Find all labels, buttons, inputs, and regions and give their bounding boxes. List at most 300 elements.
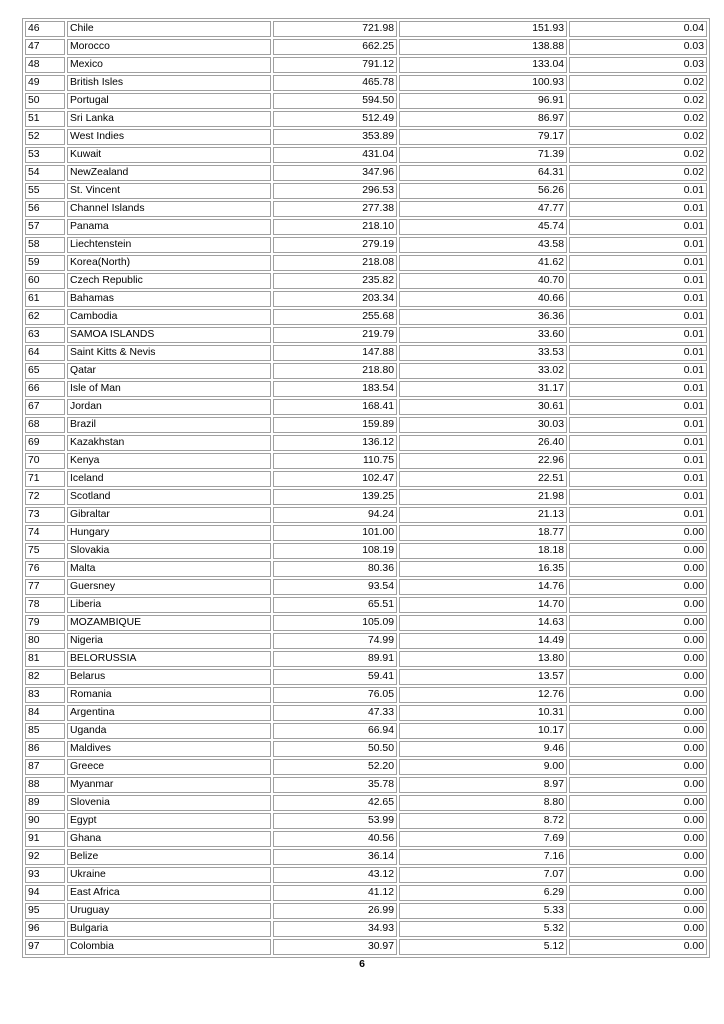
value-1-cell: 94.24: [273, 507, 397, 523]
value-3-cell: 0.01: [569, 435, 707, 451]
value-2-cell: 5.32: [399, 921, 567, 937]
rank-cell: 82: [25, 669, 65, 685]
value-3-cell: 0.00: [569, 903, 707, 919]
table-row: [25, 741, 707, 757]
value-2-cell: 7.07: [399, 867, 567, 883]
country-cell: Iceland: [67, 471, 271, 487]
country-cell: Slovenia: [67, 795, 271, 811]
rank-cell: 48: [25, 57, 65, 73]
value-1-cell: 431.04: [273, 147, 397, 163]
value-1-cell: 41.12: [273, 885, 397, 901]
value-3-cell: 0.01: [569, 309, 707, 325]
value-3-cell: 0.00: [569, 759, 707, 775]
rank-cell: 88: [25, 777, 65, 793]
table-row: [25, 201, 707, 217]
table-row: [25, 381, 707, 397]
rank-cell: 60: [25, 273, 65, 289]
table-row: [25, 129, 707, 145]
value-3-cell: 0.00: [569, 633, 707, 649]
value-3-cell: 0.01: [569, 507, 707, 523]
rank-cell: 66: [25, 381, 65, 397]
value-1-cell: 34.93: [273, 921, 397, 937]
value-2-cell: 9.00: [399, 759, 567, 775]
value-3-cell: 0.01: [569, 201, 707, 217]
table-row: [25, 39, 707, 55]
value-2-cell: 6.29: [399, 885, 567, 901]
value-2-cell: 41.62: [399, 255, 567, 271]
country-cell: Hungary: [67, 525, 271, 541]
country-cell: Colombia: [67, 939, 271, 955]
value-1-cell: 183.54: [273, 381, 397, 397]
table-row: [25, 885, 707, 901]
value-2-cell: 18.18: [399, 543, 567, 559]
table-row: [25, 237, 707, 253]
country-cell: Czech Republic: [67, 273, 271, 289]
value-3-cell: 0.01: [569, 489, 707, 505]
country-cell: SAMOA ISLANDS: [67, 327, 271, 343]
value-3-cell: 0.01: [569, 363, 707, 379]
country-cell: Nigeria: [67, 633, 271, 649]
table-row: [25, 903, 707, 919]
value-1-cell: 279.19: [273, 237, 397, 253]
table-row: [25, 921, 707, 937]
value-2-cell: 96.91: [399, 93, 567, 109]
value-1-cell: 80.36: [273, 561, 397, 577]
table-row: [25, 57, 707, 73]
value-1-cell: 218.80: [273, 363, 397, 379]
value-2-cell: 79.17: [399, 129, 567, 145]
country-cell: Uruguay: [67, 903, 271, 919]
value-2-cell: 64.31: [399, 165, 567, 181]
value-2-cell: 21.13: [399, 507, 567, 523]
table-row: [25, 291, 707, 307]
value-3-cell: 0.01: [569, 255, 707, 271]
value-1-cell: 203.34: [273, 291, 397, 307]
table-row: [25, 147, 707, 163]
value-2-cell: 30.61: [399, 399, 567, 415]
value-1-cell: 89.91: [273, 651, 397, 667]
rank-cell: 81: [25, 651, 65, 667]
rank-cell: 90: [25, 813, 65, 829]
table-row: [25, 507, 707, 523]
country-cell: Kuwait: [67, 147, 271, 163]
table-row: [25, 867, 707, 883]
rank-cell: 91: [25, 831, 65, 847]
value-1-cell: 255.68: [273, 309, 397, 325]
table-row: [25, 399, 707, 415]
value-1-cell: 66.94: [273, 723, 397, 739]
value-2-cell: 13.80: [399, 651, 567, 667]
rank-cell: 96: [25, 921, 65, 937]
value-3-cell: 0.01: [569, 471, 707, 487]
value-3-cell: 0.00: [569, 831, 707, 847]
country-cell: Channel Islands: [67, 201, 271, 217]
country-cell: Brazil: [67, 417, 271, 433]
value-2-cell: 8.97: [399, 777, 567, 793]
country-cell: Ukraine: [67, 867, 271, 883]
rank-cell: 46: [25, 21, 65, 37]
value-2-cell: 40.70: [399, 273, 567, 289]
value-1-cell: 512.49: [273, 111, 397, 127]
country-cell: BELORUSSIA: [67, 651, 271, 667]
country-data-table: [22, 18, 710, 958]
rank-cell: 77: [25, 579, 65, 595]
country-cell: Panama: [67, 219, 271, 235]
value-2-cell: 14.76: [399, 579, 567, 595]
value-2-cell: 22.96: [399, 453, 567, 469]
country-cell: British Isles: [67, 75, 271, 91]
country-cell: Liberia: [67, 597, 271, 613]
rank-cell: 62: [25, 309, 65, 325]
table-row: [25, 165, 707, 181]
table-row: [25, 363, 707, 379]
country-cell: Chile: [67, 21, 271, 37]
rank-cell: 85: [25, 723, 65, 739]
table-row: [25, 615, 707, 631]
value-2-cell: 33.53: [399, 345, 567, 361]
table-body: [25, 21, 707, 955]
value-2-cell: 14.70: [399, 597, 567, 613]
value-2-cell: 86.97: [399, 111, 567, 127]
value-2-cell: 47.77: [399, 201, 567, 217]
rank-cell: 67: [25, 399, 65, 415]
table-row: [25, 219, 707, 235]
country-cell: Portugal: [67, 93, 271, 109]
country-cell: West Indies: [67, 129, 271, 145]
value-3-cell: 0.00: [569, 921, 707, 937]
value-1-cell: 139.25: [273, 489, 397, 505]
value-2-cell: 8.72: [399, 813, 567, 829]
value-1-cell: 465.78: [273, 75, 397, 91]
rank-cell: 65: [25, 363, 65, 379]
value-2-cell: 33.60: [399, 327, 567, 343]
value-3-cell: 0.00: [569, 867, 707, 883]
value-1-cell: 74.99: [273, 633, 397, 649]
country-cell: Cambodia: [67, 309, 271, 325]
rank-cell: 68: [25, 417, 65, 433]
rank-cell: 83: [25, 687, 65, 703]
value-1-cell: 218.08: [273, 255, 397, 271]
value-1-cell: 168.41: [273, 399, 397, 415]
table-row: [25, 831, 707, 847]
country-cell: Kenya: [67, 453, 271, 469]
value-2-cell: 13.57: [399, 669, 567, 685]
table-row: [25, 597, 707, 613]
value-3-cell: 0.00: [569, 939, 707, 955]
rank-cell: 76: [25, 561, 65, 577]
country-cell: Belarus: [67, 669, 271, 685]
rank-cell: 61: [25, 291, 65, 307]
value-3-cell: 0.03: [569, 57, 707, 73]
rank-cell: 56: [25, 201, 65, 217]
value-2-cell: 30.03: [399, 417, 567, 433]
value-1-cell: 43.12: [273, 867, 397, 883]
country-cell: Isle of Man: [67, 381, 271, 397]
value-3-cell: 0.01: [569, 453, 707, 469]
country-cell: Qatar: [67, 363, 271, 379]
table-row: [25, 723, 707, 739]
value-3-cell: 0.00: [569, 795, 707, 811]
country-cell: Bahamas: [67, 291, 271, 307]
country-cell: Argentina: [67, 705, 271, 721]
value-3-cell: 0.01: [569, 291, 707, 307]
value-3-cell: 0.01: [569, 417, 707, 433]
rank-cell: 87: [25, 759, 65, 775]
value-3-cell: 0.01: [569, 345, 707, 361]
value-2-cell: 43.58: [399, 237, 567, 253]
rank-cell: 72: [25, 489, 65, 505]
rank-cell: 59: [25, 255, 65, 271]
rank-cell: 93: [25, 867, 65, 883]
rank-cell: 71: [25, 471, 65, 487]
value-1-cell: 53.99: [273, 813, 397, 829]
table-row: [25, 327, 707, 343]
table-row: [25, 75, 707, 91]
value-2-cell: 21.98: [399, 489, 567, 505]
rank-cell: 57: [25, 219, 65, 235]
value-3-cell: 0.01: [569, 273, 707, 289]
country-cell: Sri Lanka: [67, 111, 271, 127]
table-row: [25, 705, 707, 721]
value-2-cell: 10.17: [399, 723, 567, 739]
value-1-cell: 42.65: [273, 795, 397, 811]
country-cell: Saint Kitts & Nevis: [67, 345, 271, 361]
value-1-cell: 159.89: [273, 417, 397, 433]
value-2-cell: 5.12: [399, 939, 567, 955]
value-3-cell: 0.01: [569, 183, 707, 199]
value-3-cell: 0.01: [569, 237, 707, 253]
table-row: [25, 453, 707, 469]
value-2-cell: 45.74: [399, 219, 567, 235]
table-row: [25, 273, 707, 289]
value-3-cell: 0.00: [569, 543, 707, 559]
value-3-cell: 0.00: [569, 597, 707, 613]
country-cell: Maldives: [67, 741, 271, 757]
table-row: [25, 345, 707, 361]
value-3-cell: 0.00: [569, 741, 707, 757]
country-cell: Liechtenstein: [67, 237, 271, 253]
rank-cell: 52: [25, 129, 65, 145]
value-3-cell: 0.00: [569, 723, 707, 739]
rank-cell: 51: [25, 111, 65, 127]
country-cell: Gibraltar: [67, 507, 271, 523]
rank-cell: 63: [25, 327, 65, 343]
table-row: [25, 777, 707, 793]
rank-cell: 69: [25, 435, 65, 451]
value-1-cell: 50.50: [273, 741, 397, 757]
value-1-cell: 102.47: [273, 471, 397, 487]
value-3-cell: 0.01: [569, 219, 707, 235]
value-2-cell: 151.93: [399, 21, 567, 37]
rank-cell: 53: [25, 147, 65, 163]
rank-cell: 50: [25, 93, 65, 109]
value-2-cell: 138.88: [399, 39, 567, 55]
rank-cell: 79: [25, 615, 65, 631]
value-1-cell: 76.05: [273, 687, 397, 703]
value-1-cell: 594.50: [273, 93, 397, 109]
rank-cell: 49: [25, 75, 65, 91]
value-2-cell: 40.66: [399, 291, 567, 307]
table-row: [25, 795, 707, 811]
table-row: [25, 651, 707, 667]
value-3-cell: 0.02: [569, 147, 707, 163]
value-1-cell: 65.51: [273, 597, 397, 613]
value-3-cell: 0.02: [569, 165, 707, 181]
value-3-cell: 0.00: [569, 615, 707, 631]
value-2-cell: 9.46: [399, 741, 567, 757]
country-cell: Jordan: [67, 399, 271, 415]
table-row: [25, 435, 707, 451]
rank-cell: 89: [25, 795, 65, 811]
value-3-cell: 0.00: [569, 885, 707, 901]
table-row: [25, 183, 707, 199]
table-row: [25, 813, 707, 829]
value-2-cell: 56.26: [399, 183, 567, 199]
value-2-cell: 36.36: [399, 309, 567, 325]
value-1-cell: 52.20: [273, 759, 397, 775]
value-1-cell: 105.09: [273, 615, 397, 631]
country-cell: Bulgaria: [67, 921, 271, 937]
value-1-cell: 662.25: [273, 39, 397, 55]
rank-cell: 73: [25, 507, 65, 523]
table-row: [25, 633, 707, 649]
value-3-cell: 0.00: [569, 651, 707, 667]
table-row: [25, 525, 707, 541]
value-1-cell: 59.41: [273, 669, 397, 685]
value-1-cell: 35.78: [273, 777, 397, 793]
value-3-cell: 0.04: [569, 21, 707, 37]
table-row: [25, 561, 707, 577]
value-1-cell: 721.98: [273, 21, 397, 37]
rank-cell: 97: [25, 939, 65, 955]
value-3-cell: 0.00: [569, 813, 707, 829]
value-3-cell: 0.00: [569, 579, 707, 595]
value-2-cell: 8.80: [399, 795, 567, 811]
country-cell: East Africa: [67, 885, 271, 901]
table-row: [25, 759, 707, 775]
value-1-cell: 235.82: [273, 273, 397, 289]
page-number: 6: [359, 958, 365, 970]
table-row: [25, 93, 707, 109]
value-1-cell: 347.96: [273, 165, 397, 181]
value-2-cell: 22.51: [399, 471, 567, 487]
value-1-cell: 93.54: [273, 579, 397, 595]
value-2-cell: 133.04: [399, 57, 567, 73]
value-3-cell: 0.00: [569, 669, 707, 685]
value-2-cell: 7.69: [399, 831, 567, 847]
value-3-cell: 0.01: [569, 381, 707, 397]
rank-cell: 86: [25, 741, 65, 757]
value-1-cell: 26.99: [273, 903, 397, 919]
value-2-cell: 71.39: [399, 147, 567, 163]
value-1-cell: 101.00: [273, 525, 397, 541]
rank-cell: 47: [25, 39, 65, 55]
value-3-cell: 0.00: [569, 561, 707, 577]
value-2-cell: 5.33: [399, 903, 567, 919]
value-1-cell: 791.12: [273, 57, 397, 73]
value-3-cell: 0.02: [569, 111, 707, 127]
rank-cell: 95: [25, 903, 65, 919]
country-cell: MOZAMBIQUE: [67, 615, 271, 631]
rank-cell: 74: [25, 525, 65, 541]
value-1-cell: 47.33: [273, 705, 397, 721]
table-row: [25, 417, 707, 433]
value-1-cell: 108.19: [273, 543, 397, 559]
value-2-cell: 33.02: [399, 363, 567, 379]
table-row: [25, 849, 707, 865]
value-3-cell: 0.01: [569, 327, 707, 343]
country-cell: Kazakhstan: [67, 435, 271, 451]
value-2-cell: 16.35: [399, 561, 567, 577]
value-3-cell: 0.00: [569, 849, 707, 865]
value-2-cell: 12.76: [399, 687, 567, 703]
value-2-cell: 26.40: [399, 435, 567, 451]
value-1-cell: 296.53: [273, 183, 397, 199]
rank-cell: 54: [25, 165, 65, 181]
country-cell: Guersney: [67, 579, 271, 595]
table-row: [25, 471, 707, 487]
rank-cell: 94: [25, 885, 65, 901]
value-1-cell: 219.79: [273, 327, 397, 343]
table-row: [25, 543, 707, 559]
value-3-cell: 0.00: [569, 777, 707, 793]
table-row: [25, 939, 707, 955]
value-3-cell: 0.02: [569, 93, 707, 109]
country-cell: Slovakia: [67, 543, 271, 559]
value-2-cell: 14.63: [399, 615, 567, 631]
table-row: [25, 687, 707, 703]
country-cell: Belize: [67, 849, 271, 865]
value-1-cell: 218.10: [273, 219, 397, 235]
value-3-cell: 0.02: [569, 75, 707, 91]
country-cell: Scotland: [67, 489, 271, 505]
table-row: [25, 489, 707, 505]
value-2-cell: 7.16: [399, 849, 567, 865]
country-cell: St. Vincent: [67, 183, 271, 199]
value-3-cell: 0.01: [569, 399, 707, 415]
table-row: [25, 669, 707, 685]
country-cell: NewZealand: [67, 165, 271, 181]
table-row: [25, 309, 707, 325]
rank-cell: 92: [25, 849, 65, 865]
rank-cell: 58: [25, 237, 65, 253]
value-1-cell: 136.12: [273, 435, 397, 451]
table-row: [25, 255, 707, 271]
rank-cell: 80: [25, 633, 65, 649]
rank-cell: 84: [25, 705, 65, 721]
value-3-cell: 0.02: [569, 129, 707, 145]
value-1-cell: 110.75: [273, 453, 397, 469]
value-2-cell: 10.31: [399, 705, 567, 721]
rank-cell: 75: [25, 543, 65, 559]
value-1-cell: 36.14: [273, 849, 397, 865]
rank-cell: 64: [25, 345, 65, 361]
country-cell: Morocco: [67, 39, 271, 55]
country-cell: Korea(North): [67, 255, 271, 271]
value-2-cell: 31.17: [399, 381, 567, 397]
value-3-cell: 0.00: [569, 705, 707, 721]
value-1-cell: 30.97: [273, 939, 397, 955]
value-1-cell: 147.88: [273, 345, 397, 361]
value-3-cell: 0.03: [569, 39, 707, 55]
value-2-cell: 18.77: [399, 525, 567, 541]
table-row: [25, 111, 707, 127]
rank-cell: 78: [25, 597, 65, 613]
table-row: [25, 21, 707, 37]
value-3-cell: 0.00: [569, 687, 707, 703]
country-cell: Myanmar: [67, 777, 271, 793]
country-cell: Romania: [67, 687, 271, 703]
